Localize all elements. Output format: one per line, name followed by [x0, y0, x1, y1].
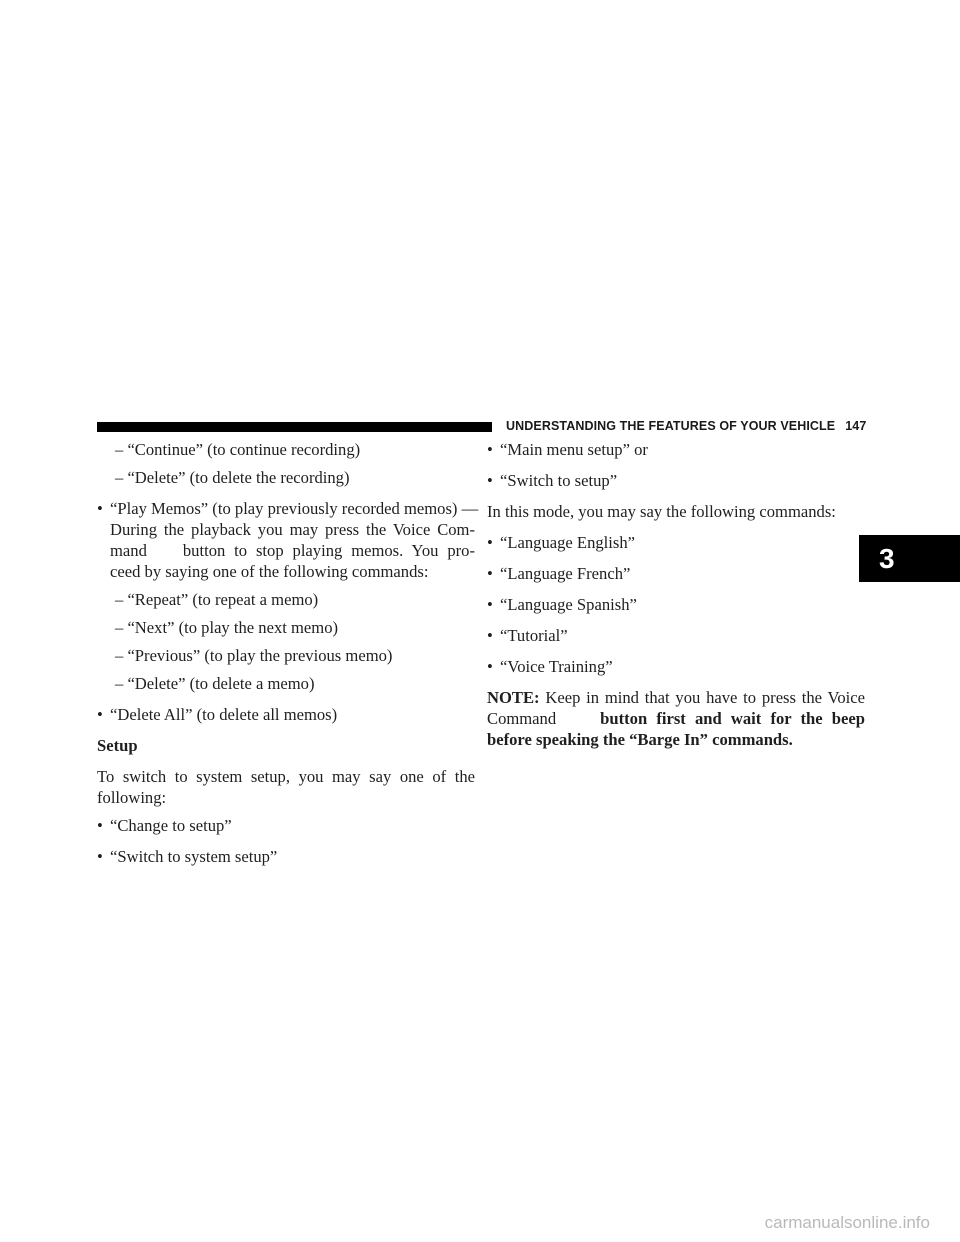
- sub-item-next: – “Next” (to play the next memo): [115, 618, 339, 637]
- sub-item-continue: – “Continue” (to continue recording): [115, 440, 361, 459]
- setup-paragraph-line-1: To switch to system setup, you may say one of the: [97, 767, 475, 786]
- page-number: 147: [845, 419, 867, 433]
- sub-item-delete-memo: – “Delete” (to delete a memo): [115, 674, 315, 693]
- note-line-3: before speaking the “Barge In” commands.: [487, 730, 793, 749]
- chapter-tab: 3: [859, 535, 960, 582]
- play-memos-line-3a: mand: [110, 541, 147, 560]
- setup-paragraph-line-2: following:: [97, 788, 167, 807]
- running-header: [506, 419, 866, 433]
- watermark: carmanualsonline.info: [764, 1213, 930, 1232]
- note-label: NOTE:: [487, 688, 540, 707]
- bullet-play-memos: [97, 498, 479, 582]
- section-heading-setup: Setup: [97, 736, 138, 755]
- bullet-switch-to-setup: • “Switch to setup”: [487, 470, 865, 491]
- play-memos-line-1: • “Play Memos” (to play previously recorded memos) —: [97, 498, 475, 519]
- header-rule: [97, 422, 492, 432]
- note-line-1-text: Keep in mind that you have to press the Voice: [545, 688, 865, 707]
- note-block: [487, 687, 865, 750]
- note-line-2b: button first and wait for the beep: [600, 709, 865, 728]
- bullet-voice-training: • “Voice Training”: [487, 656, 865, 677]
- bullet-language-spanish: • “Language Spanish”: [487, 594, 865, 615]
- note-line-2a: Command: [487, 709, 557, 728]
- mode-paragraph: In this mode, you may say the following commands:: [487, 502, 836, 521]
- header-title: UNDERSTANDING THE FEATURES OF YOUR VEHICLE: [506, 419, 836, 433]
- setup-paragraph: [97, 766, 475, 808]
- note-line-2: [487, 708, 865, 729]
- bullet-tutorial: • “Tutorial”: [487, 625, 865, 646]
- note-line-1: [487, 687, 865, 708]
- bullet-switch-to-system-setup: • “Switch to system setup”: [97, 846, 475, 867]
- bullet-change-to-setup: • “Change to setup”: [97, 815, 475, 836]
- bullet-delete-all: • “Delete All” (to delete all memos): [97, 704, 475, 725]
- play-memos-line-3b: button to stop playing memos. You pro-: [182, 541, 475, 560]
- play-memos-line-4: ceed by saying one of the following commands:: [110, 562, 429, 581]
- sub-item-delete-recording: – “Delete” (to delete the recording): [115, 468, 350, 487]
- sub-item-previous: – “Previous” (to play the previous memo): [115, 646, 393, 665]
- bullet-main-menu-setup: • “Main menu setup” or: [487, 439, 865, 460]
- right-column: [487, 439, 865, 750]
- play-memos-line-3: [97, 540, 475, 561]
- play-memos-line-2: During the playback you may press the Voice Com-: [110, 520, 475, 539]
- bullet-language-french: • “Language French”: [487, 563, 865, 584]
- left-column: [97, 439, 479, 867]
- sub-item-repeat: – “Repeat” (to repeat a memo): [115, 590, 319, 609]
- bullet-language-english: • “Language English”: [487, 532, 865, 553]
